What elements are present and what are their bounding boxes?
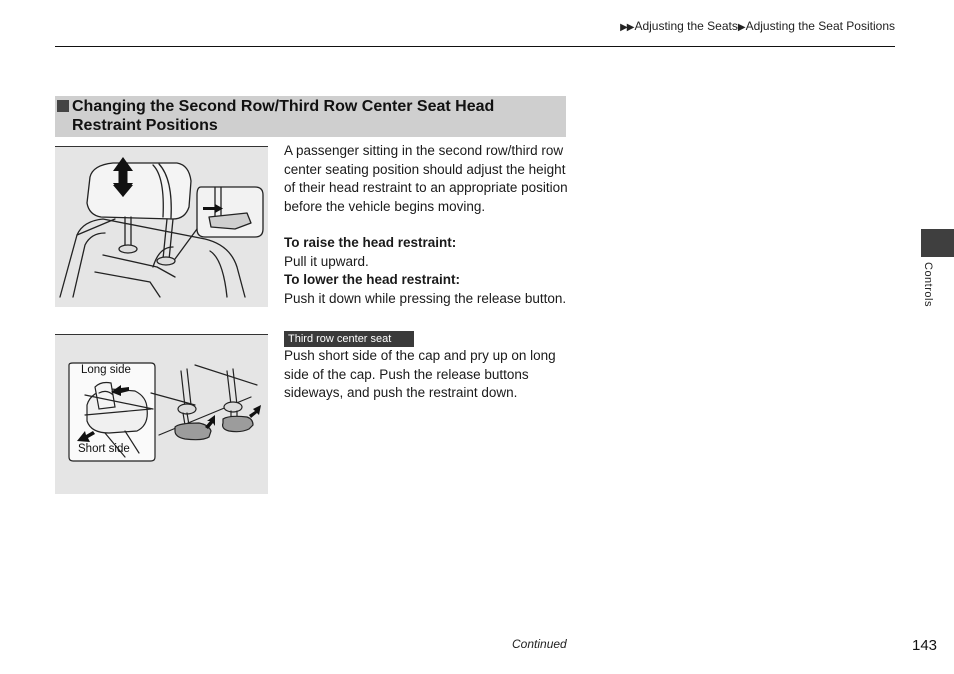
section-square-icon <box>57 100 69 112</box>
section-title: Changing the Second Row/Third Row Center Seat Head Restraint Positions <box>72 98 495 134</box>
breadcrumb-link-seat-positions[interactable]: Adjusting the Seat Positions <box>745 19 895 33</box>
breadcrumb-link-adjusting-seats[interactable]: Adjusting the Seats <box>634 19 738 33</box>
section-tab-label: Controls <box>922 262 934 307</box>
breadcrumb <box>620 19 895 33</box>
continued-note: Continued <box>512 637 567 651</box>
head-restraint-illustration <box>55 146 268 307</box>
lower-heading: To lower the head restraint: <box>284 272 461 287</box>
raise-instruction: Pull it upward. <box>284 254 369 269</box>
section-heading <box>55 96 566 137</box>
third-row-restraint-illustration <box>55 334 268 494</box>
raise-heading: To raise the head restraint: <box>284 235 457 250</box>
lower-instruction: Push it down while pressing the release button. <box>284 291 567 306</box>
double-arrow-icon: ▶▶ <box>620 22 634 33</box>
page-number: 143 <box>912 637 938 654</box>
short-side-label: Short side <box>78 443 130 455</box>
arrow-icon: ▶ <box>737 22 745 33</box>
section-tab[interactable] <box>921 229 954 257</box>
header-divider <box>55 46 895 47</box>
third-row-instruction: Push short side of the cap and pry up on long side of the cap. Push the release buttons sideways, and push the restraint down. <box>284 348 556 400</box>
third-row-tag: Third row center seat <box>284 331 414 347</box>
intro-paragraph: A passenger sitting in the second row/third row center seating position should adjust the height of their head restraint to an appropriate position before the vehicle begins moving. <box>284 143 568 214</box>
long-side-label: Long side <box>81 364 131 376</box>
